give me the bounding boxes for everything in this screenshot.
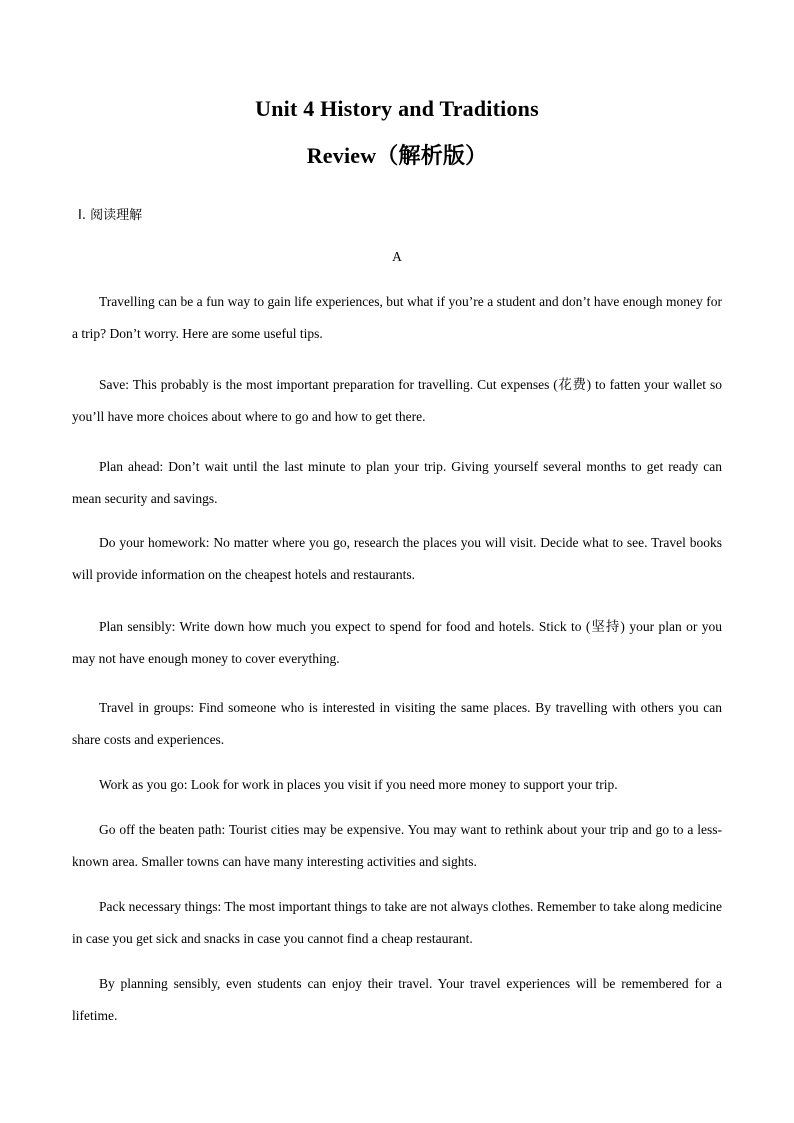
document-subtitle: Review（解析版） (306, 143, 488, 168)
document-title: Unit 4 History and Traditions (255, 96, 539, 121)
paragraph-beaten-path: Go off the beaten path: Tourist cities may be expensive. You may want to rethink about your trip and go to a less-known area. Smaller towns can have many interesting activities and sights. (72, 822, 722, 869)
paragraph-homework: Do your homework: No matter where you go, research the places you will visit. Decide what to see. Travel books will provide information on the cheapest hotels and restaurants. (72, 535, 722, 582)
section-heading: Ⅰ. 阅读理解 (78, 208, 143, 223)
paragraph-pack: Pack necessary things: The most important things to take are not always clothes. Remember to take along medicine in case you get sick and snacks in case you cannot find a cheap restaurant. (72, 899, 722, 946)
paragraph-conclusion: By planning sensibly, even students can enjoy their travel. Your travel experiences will be remembered for a lifetime. (72, 976, 722, 1023)
paragraph-plan-ahead: Plan ahead: Don’t wait until the last minute to plan your trip. Giving yourself several months to get ready can mean security and savings. (72, 459, 722, 506)
paragraph-groups: Travel in groups: Find someone who is interested in visiting the same places. By travelling with others you can share costs and experiences. (72, 700, 722, 747)
paragraph-intro: Travelling can be a fun way to gain life experiences, but what if you’re a student and don’t have enough money for a trip? Don’t worry. Here are some useful tips. (72, 294, 722, 341)
paragraph-save: Save: This probably is the most important preparation for travelling. Cut expenses (花费) to fatten your wallet so you’ll have more choices about where to go and how to get there. (72, 377, 722, 424)
paragraph-plan-sensibly: Plan sensibly: Write down how much you expect to spend for food and hotels. Stick to (坚持) your plan or you may not have enough money to cover everything. (72, 619, 722, 666)
paragraph-work: Work as you go: Look for work in places you visit if you need more money to support your trip. (99, 777, 618, 792)
passage-label: A (392, 249, 402, 264)
